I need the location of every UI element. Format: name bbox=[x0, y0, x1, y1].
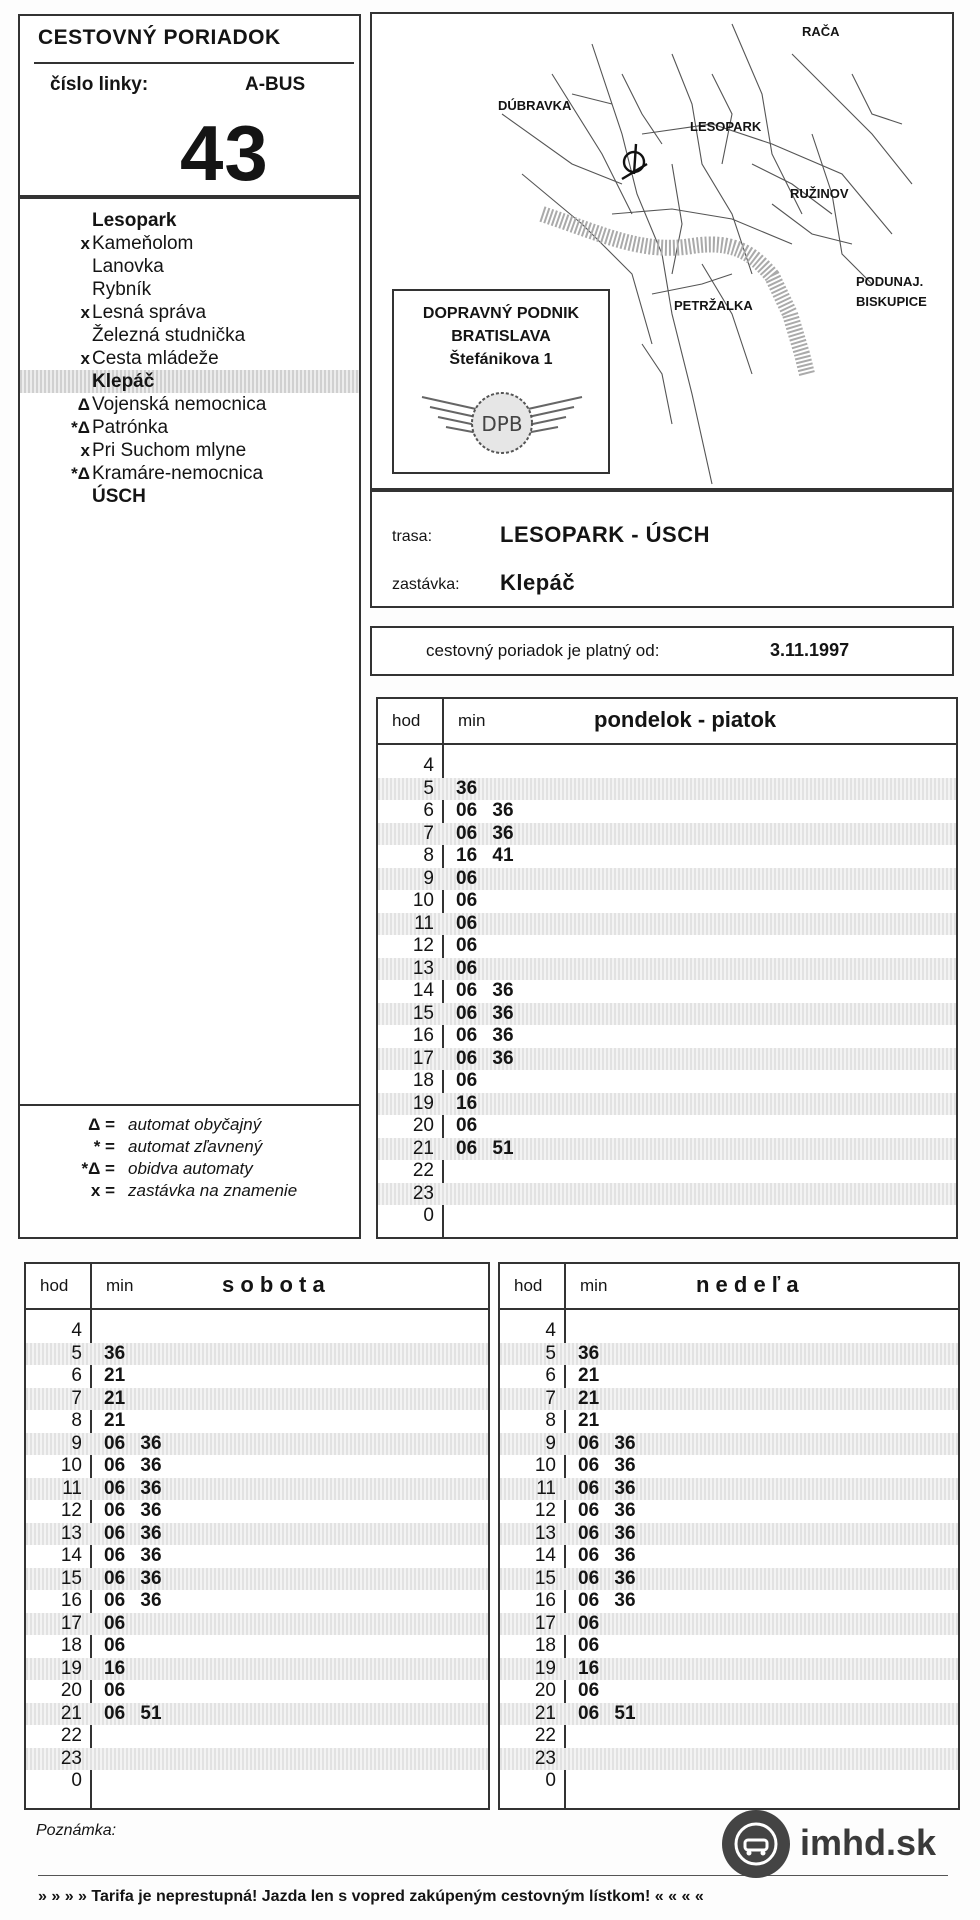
hour-cell: 13 bbox=[534, 1522, 556, 1544]
stops-box bbox=[18, 197, 361, 1239]
timetable-row bbox=[378, 1003, 956, 1026]
weekday-header bbox=[378, 699, 956, 745]
stop-item bbox=[20, 255, 359, 278]
hour-cell: 5 bbox=[71, 1342, 82, 1364]
route-value: LESOPARK - ÚSCH bbox=[500, 522, 710, 547]
stop-name: Patrónka bbox=[92, 417, 169, 438]
stop-item bbox=[20, 324, 359, 347]
hour-cell: 23 bbox=[534, 1747, 556, 1769]
hour-cell: 7 bbox=[545, 1387, 556, 1409]
footer-divider bbox=[38, 1875, 948, 1876]
minutes-cell: 16 41 bbox=[456, 845, 514, 866]
hour-cell: 12 bbox=[60, 1500, 82, 1521]
timetable-row bbox=[378, 800, 956, 823]
timetable-row bbox=[26, 1770, 488, 1793]
stop-name: Železná studnička bbox=[92, 325, 246, 346]
hour-cell: 18 bbox=[412, 1070, 434, 1091]
minutes-cell: 06 36 bbox=[578, 1500, 636, 1521]
hour-cell: 10 bbox=[534, 1455, 556, 1476]
minutes-cell: 06 36 bbox=[456, 1047, 514, 1069]
hour-cell: 14 bbox=[534, 1545, 556, 1566]
hour-cell: 4 bbox=[423, 755, 434, 776]
map-label-petrzalka: PETRŽALKA bbox=[674, 298, 753, 313]
stop-item bbox=[20, 439, 359, 462]
minutes-cell: 06 36 bbox=[104, 1477, 162, 1499]
minutes-cell: 06 36 bbox=[104, 1545, 162, 1566]
hour-cell: 6 bbox=[423, 800, 434, 821]
minutes-cell: 06 36 bbox=[578, 1590, 636, 1611]
minutes-cell: 06 36 bbox=[578, 1477, 636, 1499]
stop-item-current bbox=[20, 370, 359, 393]
hour-cell: 23 bbox=[60, 1747, 82, 1769]
hour-cell: 11 bbox=[536, 1477, 556, 1499]
hod-header: hod bbox=[514, 1276, 543, 1295]
timetable-row bbox=[26, 1455, 488, 1478]
hour-cell: 21 bbox=[534, 1702, 556, 1724]
hour-cell: 22 bbox=[534, 1725, 556, 1746]
stop-name: Pri Suchom mlyne bbox=[92, 440, 247, 461]
timetable-row bbox=[378, 1093, 956, 1116]
hour-cell: 11 bbox=[414, 912, 434, 934]
timetable-row bbox=[26, 1703, 488, 1726]
map-box bbox=[370, 12, 954, 490]
hour-cell: 19 bbox=[412, 1092, 434, 1114]
hour-cell: 16 bbox=[534, 1590, 556, 1611]
hour-cell: 7 bbox=[423, 822, 434, 844]
minutes-cell: 06 36 bbox=[104, 1432, 162, 1454]
timetable-row bbox=[500, 1388, 958, 1411]
route-label: trasa: bbox=[392, 528, 433, 545]
hour-cell: 6 bbox=[545, 1365, 556, 1386]
stop-marker: x bbox=[80, 234, 90, 253]
tariff-notice: » » » » Tarifa je neprestupná! Jazda len s vopred zakúpeným cestovným lístkom! « « « « bbox=[38, 1888, 704, 1905]
weekday-timetable bbox=[376, 697, 958, 1239]
stop-marker: Δ bbox=[77, 395, 90, 414]
validity-date: 3.11.1997 bbox=[770, 640, 850, 660]
map-label-dubravka: DÚBRAVKA bbox=[498, 98, 572, 113]
minutes-cell: 06 bbox=[104, 1635, 126, 1656]
minutes-cell: 06 36 bbox=[104, 1500, 162, 1521]
stop-list bbox=[20, 209, 359, 529]
timetable-row bbox=[378, 823, 956, 846]
hour-cell: 20 bbox=[60, 1680, 82, 1701]
timetable-row bbox=[26, 1523, 488, 1546]
timetable-row bbox=[378, 778, 956, 801]
stop-name: Rybník bbox=[92, 279, 152, 300]
hour-cell: 21 bbox=[60, 1702, 82, 1724]
timetable-row bbox=[378, 1205, 956, 1228]
minutes-cell: 21 bbox=[104, 1410, 126, 1431]
hour-cell: 9 bbox=[71, 1432, 82, 1454]
timetable-row bbox=[26, 1635, 488, 1658]
stop-value: Klepáč bbox=[500, 570, 576, 595]
hour-cell: 10 bbox=[60, 1455, 82, 1476]
hour-cell: 9 bbox=[545, 1432, 556, 1454]
timetable-row bbox=[500, 1433, 958, 1456]
min-header: min bbox=[458, 711, 486, 730]
minutes-cell: 06 36 bbox=[456, 800, 514, 821]
hour-cell: 14 bbox=[412, 980, 434, 1001]
minutes-cell: 06 bbox=[456, 935, 478, 956]
validity-box bbox=[370, 626, 954, 676]
map-label-biskupice: BISKUPICE bbox=[856, 294, 927, 309]
hour-cell: 12 bbox=[412, 935, 434, 956]
hour-cell: 16 bbox=[412, 1025, 434, 1046]
minutes-cell: 16 bbox=[104, 1657, 126, 1679]
hour-cell: 5 bbox=[545, 1342, 556, 1364]
timetable-row bbox=[500, 1410, 958, 1433]
timetable-row bbox=[500, 1725, 958, 1748]
minutes-cell: 36 bbox=[456, 777, 478, 799]
stop-name: Kramáre-nemocnica bbox=[92, 463, 264, 484]
legend-key: Δ = bbox=[88, 1115, 115, 1134]
note-label: Poznámka: bbox=[36, 1822, 117, 1839]
hour-cell: 4 bbox=[545, 1320, 556, 1341]
timetable-row bbox=[26, 1680, 488, 1703]
stop-item bbox=[20, 462, 359, 485]
legend-key: x = bbox=[90, 1181, 115, 1200]
hour-cell: 21 bbox=[412, 1137, 434, 1159]
map-label-raca: RAČA bbox=[802, 24, 840, 39]
timetable-row bbox=[378, 845, 956, 868]
hod-header: hod bbox=[40, 1276, 69, 1295]
timetable-row bbox=[26, 1545, 488, 1568]
legend-divider bbox=[20, 1104, 359, 1106]
timetable-row bbox=[378, 755, 956, 778]
timetable-row bbox=[500, 1545, 958, 1568]
minutes-cell: 06 bbox=[456, 957, 478, 979]
company-city: BRATISLAVA bbox=[451, 328, 551, 345]
hour-cell: 18 bbox=[60, 1635, 82, 1656]
timetable-row bbox=[378, 958, 956, 981]
timetable-row bbox=[26, 1613, 488, 1636]
hour-cell: 8 bbox=[423, 845, 434, 866]
timetable-row bbox=[500, 1478, 958, 1501]
hour-cell: 5 bbox=[423, 777, 434, 799]
sunday-header bbox=[500, 1264, 958, 1310]
stop-item bbox=[20, 485, 359, 508]
timetable-row bbox=[26, 1590, 488, 1613]
timetable-row bbox=[378, 1070, 956, 1093]
hod-header: hod bbox=[392, 711, 421, 730]
imhd-logo-icon bbox=[722, 1810, 790, 1878]
timetable-row bbox=[378, 868, 956, 891]
minutes-cell: 21 bbox=[578, 1410, 600, 1431]
hour-cell: 13 bbox=[412, 957, 434, 979]
minutes-cell: 06 bbox=[578, 1680, 600, 1701]
minutes-cell: 06 51 bbox=[104, 1702, 162, 1724]
map-label-lesopark: LESOPARK bbox=[690, 119, 762, 134]
minutes-cell: 06 bbox=[578, 1612, 600, 1634]
timetable-row bbox=[26, 1433, 488, 1456]
line-number-label: číslo linky: bbox=[50, 74, 149, 95]
hour-cell: 15 bbox=[60, 1567, 82, 1589]
timetable-row bbox=[500, 1658, 958, 1681]
hour-cell: 20 bbox=[534, 1680, 556, 1701]
minutes-cell: 06 51 bbox=[578, 1702, 636, 1724]
timetable-row bbox=[378, 1183, 956, 1206]
minutes-cell: 06 51 bbox=[456, 1137, 514, 1159]
map-label-podunaj: PODUNAJ. bbox=[856, 274, 924, 289]
hour-cell: 22 bbox=[412, 1160, 434, 1181]
legend bbox=[20, 1114, 359, 1224]
line-number: 43 bbox=[180, 109, 269, 197]
stop-name: Lesná správa bbox=[92, 302, 207, 323]
stop-name: Cesta mládeže bbox=[92, 348, 219, 369]
stop-name: ÚSCH bbox=[92, 486, 146, 507]
timetable-row bbox=[26, 1748, 488, 1771]
timetable-row bbox=[500, 1343, 958, 1366]
validity-label: cestovný poriadok je platný od: bbox=[426, 641, 660, 660]
hour-cell: 15 bbox=[534, 1567, 556, 1589]
hour-cell: 22 bbox=[60, 1725, 82, 1746]
stop-item bbox=[20, 301, 359, 324]
saturday-header bbox=[26, 1264, 488, 1310]
minutes-cell: 06 36 bbox=[456, 1002, 514, 1024]
timetable-row bbox=[500, 1523, 958, 1546]
timetable-row bbox=[26, 1343, 488, 1366]
legend-item bbox=[20, 1136, 359, 1158]
stop-item bbox=[20, 393, 359, 416]
brand-name: imhd.sk bbox=[800, 1822, 937, 1863]
minutes-cell: 21 bbox=[578, 1387, 600, 1409]
legend-item bbox=[20, 1180, 359, 1202]
minutes-cell: 06 36 bbox=[456, 822, 514, 844]
weekday-rows bbox=[378, 755, 956, 1237]
timetable-row bbox=[378, 1115, 956, 1138]
minutes-cell: 06 36 bbox=[578, 1455, 636, 1476]
hour-cell: 18 bbox=[534, 1635, 556, 1656]
timetable-row bbox=[378, 890, 956, 913]
minutes-cell: 06 36 bbox=[578, 1545, 636, 1566]
timetable-row bbox=[26, 1365, 488, 1388]
weekday-title: pondelok - piatok bbox=[594, 707, 777, 732]
stop-item bbox=[20, 232, 359, 255]
route-box bbox=[370, 490, 954, 608]
dpb-logo-text: DPB bbox=[481, 412, 523, 436]
timetable-row bbox=[378, 1025, 956, 1048]
timetable-row bbox=[500, 1613, 958, 1636]
stop-marker: x bbox=[80, 303, 90, 322]
minutes-cell: 21 bbox=[104, 1365, 126, 1386]
minutes-cell: 36 bbox=[578, 1342, 600, 1364]
timetable-row bbox=[378, 1160, 956, 1183]
company-name: DOPRAVNÝ PODNIK bbox=[422, 305, 580, 322]
company-address: Štefánikova 1 bbox=[449, 351, 553, 368]
header-divider bbox=[34, 62, 354, 64]
hour-cell: 4 bbox=[71, 1320, 82, 1341]
timetable-row bbox=[500, 1703, 958, 1726]
timetable-row bbox=[26, 1410, 488, 1433]
hour-cell: 15 bbox=[412, 1002, 434, 1024]
timetable-row bbox=[378, 935, 956, 958]
timetable-row bbox=[26, 1658, 488, 1681]
hour-cell: 10 bbox=[412, 890, 434, 911]
minutes-cell: 16 bbox=[456, 1092, 478, 1114]
hour-cell: 0 bbox=[545, 1770, 556, 1791]
timetable-row bbox=[500, 1455, 958, 1478]
minutes-cell: 06 bbox=[578, 1635, 600, 1656]
hour-cell: 17 bbox=[534, 1612, 556, 1634]
minutes-cell: 36 bbox=[104, 1342, 126, 1364]
legend-item bbox=[20, 1114, 359, 1136]
timetable-row bbox=[378, 913, 956, 936]
saturday-rows bbox=[26, 1320, 488, 1808]
minutes-cell: 21 bbox=[104, 1387, 126, 1409]
minutes-cell: 06 36 bbox=[578, 1567, 636, 1589]
timetable-row bbox=[26, 1388, 488, 1411]
timetable-row bbox=[26, 1478, 488, 1501]
minutes-cell: 06 bbox=[456, 912, 478, 934]
timetable-row bbox=[500, 1770, 958, 1793]
hour-cell: 19 bbox=[60, 1657, 82, 1679]
hour-cell: 9 bbox=[423, 867, 434, 889]
timetable-row bbox=[500, 1568, 958, 1591]
line-type: A-BUS bbox=[245, 74, 306, 95]
minutes-cell: 21 bbox=[578, 1365, 600, 1386]
hour-cell: 0 bbox=[423, 1205, 434, 1226]
hour-cell: 17 bbox=[412, 1047, 434, 1069]
minutes-cell: 06 bbox=[456, 1115, 478, 1136]
stop-name: Lanovka bbox=[92, 256, 164, 277]
stop-marker: x bbox=[80, 349, 90, 368]
saturday-title: s o b o t a bbox=[222, 1272, 325, 1297]
stop-marker: *Δ bbox=[71, 418, 90, 437]
hour-cell: 16 bbox=[60, 1590, 82, 1611]
company-box bbox=[392, 289, 610, 474]
minutes-cell: 06 36 bbox=[104, 1590, 162, 1611]
hour-cell: 11 bbox=[62, 1477, 82, 1499]
timetable-row bbox=[500, 1320, 958, 1343]
timetable-row bbox=[500, 1635, 958, 1658]
minutes-cell: 06 bbox=[104, 1612, 126, 1634]
timetable-row bbox=[500, 1365, 958, 1388]
stop-marker: *Δ bbox=[71, 464, 90, 483]
minutes-cell: 16 bbox=[578, 1657, 600, 1679]
legend-text: zastávka na znamenie bbox=[128, 1181, 298, 1200]
minutes-cell: 06 bbox=[456, 890, 478, 911]
minutes-cell: 06 bbox=[456, 867, 478, 889]
legend-key: *Δ = bbox=[81, 1159, 115, 1178]
timetable-row bbox=[378, 980, 956, 1003]
stop-item bbox=[20, 209, 359, 232]
dpb-logo-icon bbox=[418, 383, 586, 463]
header-box bbox=[18, 14, 361, 197]
minutes-cell: 06 36 bbox=[456, 980, 514, 1001]
stop-item bbox=[20, 278, 359, 301]
legend-item bbox=[20, 1158, 359, 1180]
minutes-cell: 06 36 bbox=[104, 1522, 162, 1544]
hour-cell: 13 bbox=[60, 1522, 82, 1544]
hour-cell: 0 bbox=[71, 1770, 82, 1791]
minutes-cell: 06 bbox=[456, 1070, 478, 1091]
min-header: min bbox=[580, 1276, 608, 1295]
timetable-row bbox=[26, 1500, 488, 1523]
page-title: CESTOVNÝ PORIADOK bbox=[38, 26, 281, 49]
legend-text: obidva automaty bbox=[128, 1159, 253, 1178]
minutes-cell: 06 36 bbox=[456, 1025, 514, 1046]
timetable-row bbox=[378, 1138, 956, 1161]
minutes-cell: 06 36 bbox=[104, 1567, 162, 1589]
timetable-row bbox=[500, 1748, 958, 1771]
minutes-cell: 06 36 bbox=[578, 1522, 636, 1544]
stop-label: zastávka: bbox=[392, 576, 460, 593]
legend-text: automat zľavnený bbox=[128, 1137, 263, 1156]
sunday-title: n e d e ľ a bbox=[696, 1272, 799, 1297]
timetable-row bbox=[26, 1568, 488, 1591]
hour-cell: 14 bbox=[60, 1545, 82, 1566]
hour-cell: 8 bbox=[71, 1410, 82, 1431]
hour-cell: 17 bbox=[60, 1612, 82, 1634]
stop-marker: x bbox=[80, 441, 90, 460]
sunday-timetable bbox=[498, 1262, 960, 1810]
legend-key: * = bbox=[93, 1137, 115, 1156]
stop-item bbox=[20, 347, 359, 370]
saturday-timetable bbox=[24, 1262, 490, 1810]
min-header: min bbox=[106, 1276, 134, 1295]
hour-cell: 12 bbox=[534, 1500, 556, 1521]
sunday-rows bbox=[500, 1320, 958, 1808]
timetable-row bbox=[500, 1500, 958, 1523]
timetable-row bbox=[26, 1725, 488, 1748]
hour-cell: 7 bbox=[71, 1387, 82, 1409]
minutes-cell: 06 bbox=[104, 1680, 126, 1701]
hour-cell: 23 bbox=[412, 1182, 434, 1204]
map-label-ruzinov: RUŽINOV bbox=[790, 186, 849, 201]
hour-cell: 8 bbox=[545, 1410, 556, 1431]
stop-name: Vojenská nemocnica bbox=[92, 394, 267, 415]
timetable-row bbox=[500, 1680, 958, 1703]
stop-name: Klepáč bbox=[92, 371, 155, 392]
stop-name: Lesopark bbox=[92, 210, 177, 231]
hour-cell: 19 bbox=[534, 1657, 556, 1679]
stop-item bbox=[20, 416, 359, 439]
stop-name: Kameňolom bbox=[92, 233, 194, 254]
hour-cell: 6 bbox=[71, 1365, 82, 1386]
timetable-row bbox=[378, 1048, 956, 1071]
legend-text: automat obyčajný bbox=[128, 1115, 262, 1134]
hour-cell: 20 bbox=[412, 1115, 434, 1136]
minutes-cell: 06 36 bbox=[578, 1432, 636, 1454]
timetable-row bbox=[500, 1590, 958, 1613]
timetable-row bbox=[26, 1320, 488, 1343]
minutes-cell: 06 36 bbox=[104, 1455, 162, 1476]
